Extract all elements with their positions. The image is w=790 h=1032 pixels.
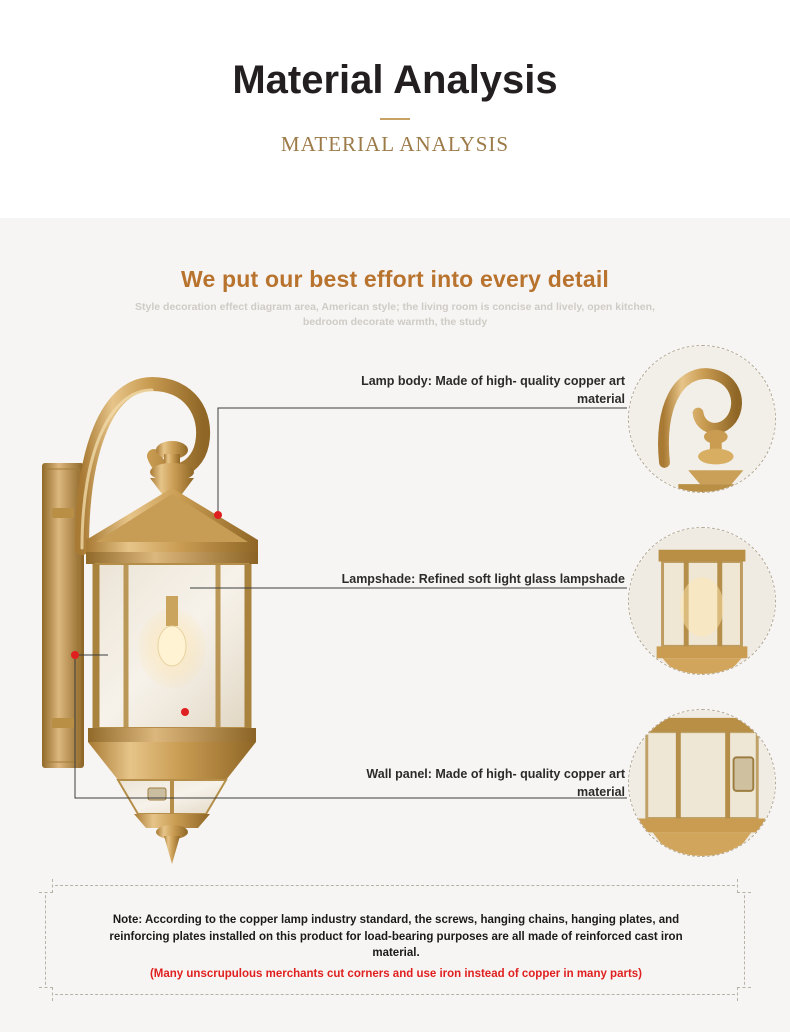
note-corner-top-right	[737, 879, 751, 893]
detail-circle-wall-panel	[628, 709, 776, 857]
note-box	[45, 885, 745, 995]
marker-dot-wall-panel	[71, 651, 79, 659]
note-corner-bottom-right	[737, 987, 751, 1001]
marker-dot-lampshade	[181, 708, 189, 716]
page-header	[0, 0, 790, 218]
detail-circle-lamp-body	[628, 345, 776, 493]
product-lamp-image	[30, 328, 305, 868]
section-subheading: Style decoration effect diagram area, American style; the living room is concise and lively, open kitchen, bedroom decorate warmth, the study	[135, 301, 655, 329]
title-divider	[380, 118, 410, 120]
note-corner-top-left	[39, 879, 53, 893]
note-corner-bottom-left	[39, 987, 53, 1001]
callout-label-lamp-body: Lamp body: Made of high- quality copper art material	[361, 374, 625, 406]
note-warning-text: (Many unscrupulous merchants cut corners and use iron instead of copper in many parts)	[149, 968, 643, 980]
callout-label-wall-panel: Wall panel: Made of high- quality copper art material	[366, 767, 625, 799]
note-text: Note: According to the copper lamp industry standard, the screws, hanging chains, hanging plates, and reinforcing plates installed on this product for load-bearing purposes are all made of reinforced cast iron material.	[109, 914, 683, 960]
page-subtitle: MATERIAL ANALYSIS	[280, 132, 510, 156]
detail-circle-lampshade	[628, 527, 776, 675]
marker-dot-lamp-body	[214, 511, 222, 519]
content-panel	[0, 218, 790, 1032]
callout-label-lampshade: Lampshade: Refined soft light glass lampshade	[341, 572, 625, 586]
page-title: Material Analysis	[232, 58, 558, 102]
section-heading: We put our best effort into every detail	[180, 266, 610, 292]
